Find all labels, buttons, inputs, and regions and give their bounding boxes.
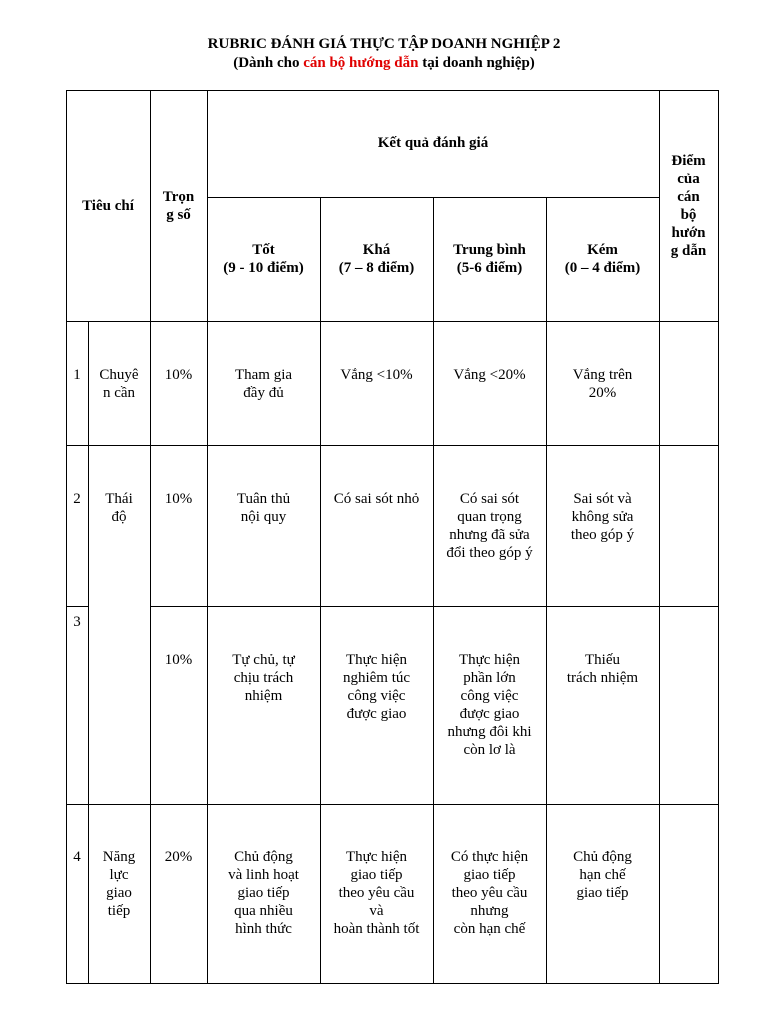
level-poor <box>546 241 659 277</box>
row-2-criterion: Thái độ <box>105 491 133 525</box>
header-criteria: Tiêu chí <box>82 198 134 214</box>
subtitle-prefix: (Dành cho <box>233 55 304 71</box>
row-1-number: 1 <box>73 367 81 383</box>
subtitle-highlight: cán bộ hướng dẫn <box>303 55 419 71</box>
row-3-number: 3 <box>73 614 81 630</box>
row-3-good: Tự chủ, tự chịu trách nhiệm <box>232 652 295 704</box>
row-2-weight: 10% <box>164 491 193 507</box>
row-4-good: Chủ động và linh hoạt giao tiếp qua nhiều hình thức <box>228 849 299 937</box>
level-good-range: (9 - 10 điểm) <box>223 260 304 276</box>
row-4-number: 4 <box>73 849 81 865</box>
level-average-range: (5-6 điểm) <box>456 260 523 276</box>
row-1-criterion: Chuyê n cần <box>99 367 139 401</box>
level-poor-range: (0 – 4 điểm) <box>564 260 641 276</box>
row-2-number: 2 <box>73 491 81 507</box>
row-3-fair: Thực hiện nghiêm túc công việc được giao <box>342 652 411 722</box>
document-title: RUBRIC ĐÁNH GIÁ THỰC TẬP DOANH NGHIỆP 2 <box>207 36 561 52</box>
level-poor-name: Kém <box>587 242 618 258</box>
header-result: Kết quả đánh giá <box>377 135 489 151</box>
header-supervisor-score: Điểm của cán bộ hướn g dẫn <box>670 153 707 259</box>
row-2-average: Có sai sót quan trọng nhưng đã sửa đổi theo góp ý <box>446 491 533 561</box>
row-4-average: Có thực hiện giao tiếp theo yêu cầu nhưng còn hạn chế <box>450 849 529 937</box>
header-weight: Trọn g số <box>162 189 195 223</box>
row-3-poor: Thiếu trách nhiệm <box>566 652 639 686</box>
level-good-name: Tốt <box>252 242 275 258</box>
level-average <box>433 241 546 277</box>
row-1-average: Vắng <20% <box>453 367 526 383</box>
row-2-fair: Có sai sót nhỏ <box>333 491 420 507</box>
row-3-weight: 10% <box>164 652 193 668</box>
subtitle-suffix: tại doanh nghiệp) <box>418 55 535 71</box>
row-4-criterion: Năng lực giao tiếp <box>102 849 136 919</box>
level-average-name: Trung bình <box>453 242 526 258</box>
level-fair-range: (7 – 8 điểm) <box>338 260 415 276</box>
row-2-good: Tuân thủ nội quy <box>236 491 291 525</box>
level-fair <box>320 241 433 277</box>
row-1-good: Tham gia đầy đủ <box>234 367 293 401</box>
row-3-average: Thực hiện phần lớn công việc được giao nhưng đôi khi còn lơ là <box>447 652 532 758</box>
row-4-poor: Chủ động hạn chế giao tiếp <box>573 849 632 901</box>
row-1-poor: Vắng trên 20% <box>572 367 633 401</box>
row-1-weight: 10% <box>164 367 193 383</box>
level-fair-name: Khá <box>362 242 391 258</box>
level-good <box>207 241 320 277</box>
row-1-fair: Vắng <10% <box>340 367 413 383</box>
row-4-fair: Thực hiện giao tiếp theo yêu cầu và hoàn thành tốt <box>333 849 420 937</box>
row-2-poor: Sai sót và không sửa theo góp ý <box>570 491 635 543</box>
row-4-weight: 20% <box>164 849 193 865</box>
